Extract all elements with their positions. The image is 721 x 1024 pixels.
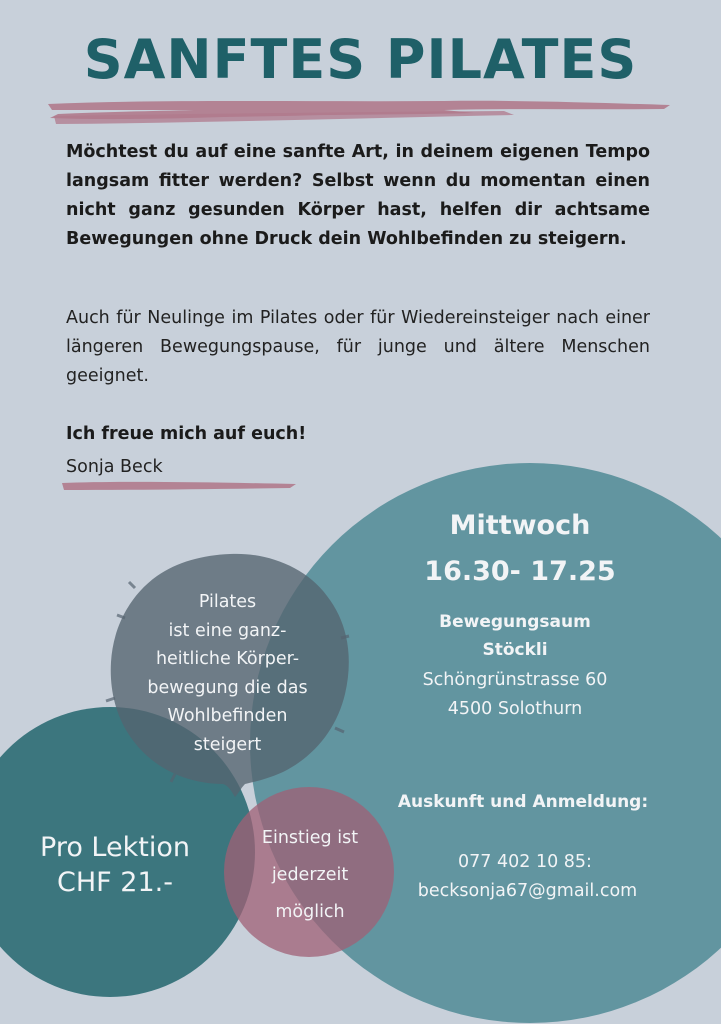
pilates-desc-line: ist eine ganz- — [168, 620, 287, 641]
entry-line: Einstieg ist — [261, 828, 359, 848]
pilates-description — [120, 588, 335, 759]
schedule-time: 16.30- 17.25 — [424, 556, 616, 587]
contact-label: Auskunft und Anmeldung: — [397, 792, 649, 812]
schedule-day: Mittwoch — [449, 510, 591, 541]
entry-line: jederzeit — [271, 865, 349, 885]
contact-phone: 077 402 10 85: — [458, 852, 592, 872]
price-amount: CHF 21.- — [57, 867, 173, 898]
pilates-desc-line: heitliche Körper- — [155, 649, 300, 669]
intro-paragraph: Möchtest du auf eine sanfte Art, in deinem eigenen Tempo langsam fitter werden? Selbst wenn du momentan einen nicht ganz gesunden Körper hast, helfen dir achtsame Bewegungen ohne Druck dein Wohlbefinden zu steigern. — [66, 142, 650, 249]
greeting: Ich freue mich auf euch! — [66, 424, 307, 444]
pilates-desc-line: Wohlbefinden — [167, 706, 288, 726]
venue-city: 4500 Solothurn — [447, 699, 583, 719]
description-paragraph: Auch für Neulinge im Pilates oder für Wiedereinsteiger nach einer längeren Bewegungspause, für junge und ältere Menschen geeignet. — [66, 308, 650, 386]
entry-info — [240, 820, 380, 931]
entry-line: möglich — [275, 902, 345, 922]
price-label: Pro Lektion — [40, 832, 190, 863]
venue-name — [410, 608, 620, 664]
contact-email: becksonja67@gmail.com — [417, 881, 638, 901]
signature-brush-stroke — [60, 478, 300, 494]
signature: Sonja Beck — [66, 457, 163, 477]
title-brush-stroke — [44, 96, 674, 130]
page-title: SANFTES PILATES — [83, 28, 638, 91]
pilates-desc-line: bewegung die das — [147, 677, 308, 698]
venue-street: Schöngrünstrasse 60 — [422, 670, 608, 690]
pilates-desc-line: steigert — [193, 734, 262, 755]
price-info — [20, 830, 210, 900]
pilates-desc-line: Pilates — [198, 592, 257, 612]
venue-line-2: Stöckli — [482, 640, 548, 660]
venue-line-1: Bewegungsaum — [439, 612, 591, 632]
